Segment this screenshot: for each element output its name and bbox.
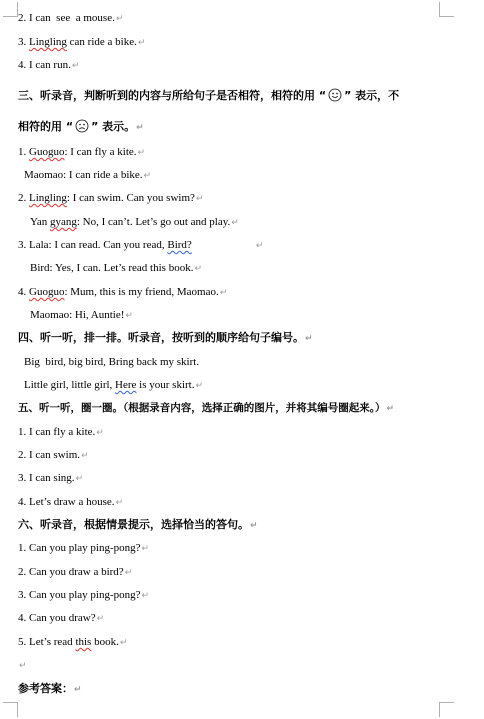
text-line: 4. Guoguo: Mum, this is my friend, Maomao.↵ [18,286,228,298]
spellcheck-word: gyang [49,216,77,228]
spellcheck-word: Lingling [29,36,67,48]
text-line: 1. Can you play ping-pong?↵ [18,542,150,554]
text-line: 5. Let’s read this book.↵ [18,636,128,648]
text-line: 3. Can you play ping-pong?↵ [18,589,150,601]
grammar-check-word: Here [115,379,137,391]
text-line: 2. Lingling: I can swim. Can you swim?↵ [18,192,204,204]
text-line: 2. Can you draw a bird?↵ [18,566,133,578]
spellcheck-word: Lingling [29,192,67,204]
spellcheck-word: this [75,636,92,648]
spellcheck-word: Guoguo [29,146,65,158]
text-line: 1. Guoguo: I can fly a kite.↵ [18,146,146,158]
section-heading-4: 四、听一听，排一排。听录音，按听到的顺序给句子编号。↵ [18,331,313,344]
empty-line: ↵ [19,661,27,671]
frowning-face-icon [75,119,89,133]
text-line: 3. I can sing.↵ [18,472,84,484]
grammar-check-word: Bird? [167,239,192,251]
text-line: Maomao: Hi, Auntie!↵ [30,309,133,321]
section-heading-3: 三、听录音，判断听到的内容与所给句子是否相符，相符的用 “ ” 表示，不 [18,89,400,102]
section-heading-6: 六、听录音，根据情景提示，选择恰当的答句。↵ [18,518,258,531]
section-heading-3-continued: 相符的用 “ ” 表示。↵ [18,120,144,133]
page-corner-mark-bottom-left [3,702,18,717]
page-corner-mark-top-left [3,2,18,17]
text-line: 2. I can see a mouse.↵ [18,12,124,24]
text-line: Maomao: I can ride a bike.↵ [24,169,152,181]
text-line: 4. Can you draw?↵ [18,612,105,624]
text-line: 4. Let’s draw a house.↵ [18,496,124,508]
text-line: 1. I can fly a kite.↵ [18,426,104,438]
text-line: 3. Lala: I can read. Can you read, Bird? ↵ [18,239,264,251]
spellcheck-word: Guoguo [29,286,65,298]
page-corner-mark-top-right [439,2,454,17]
text-line: Big bird, big bird, Bring back my skirt. [24,356,200,368]
section-heading-5: 五、听一听，圈一圈。（根据录音内容，选择正确的图片，并将其编号圈起来。）↵ [18,402,395,414]
text-line: Yan gyang: No, I can’t. Let’s go out and play.↵ [30,216,239,228]
answer-key-heading: 参考答案：↵ [18,682,82,695]
text-line: 4. I can run.↵ [18,59,80,71]
text-line: 2. I can swim.↵ [18,449,89,461]
page-corner-mark-bottom-right [439,702,454,717]
text-line: Bird: Yes, I can. Let’s read this book.↵ [30,262,202,274]
text-line: Little girl, little girl, Here is your skirt.↵ [24,379,204,391]
smiley-face-icon [328,88,342,102]
text-line: 3. Lingling can ride a bike.↵ [18,36,146,48]
